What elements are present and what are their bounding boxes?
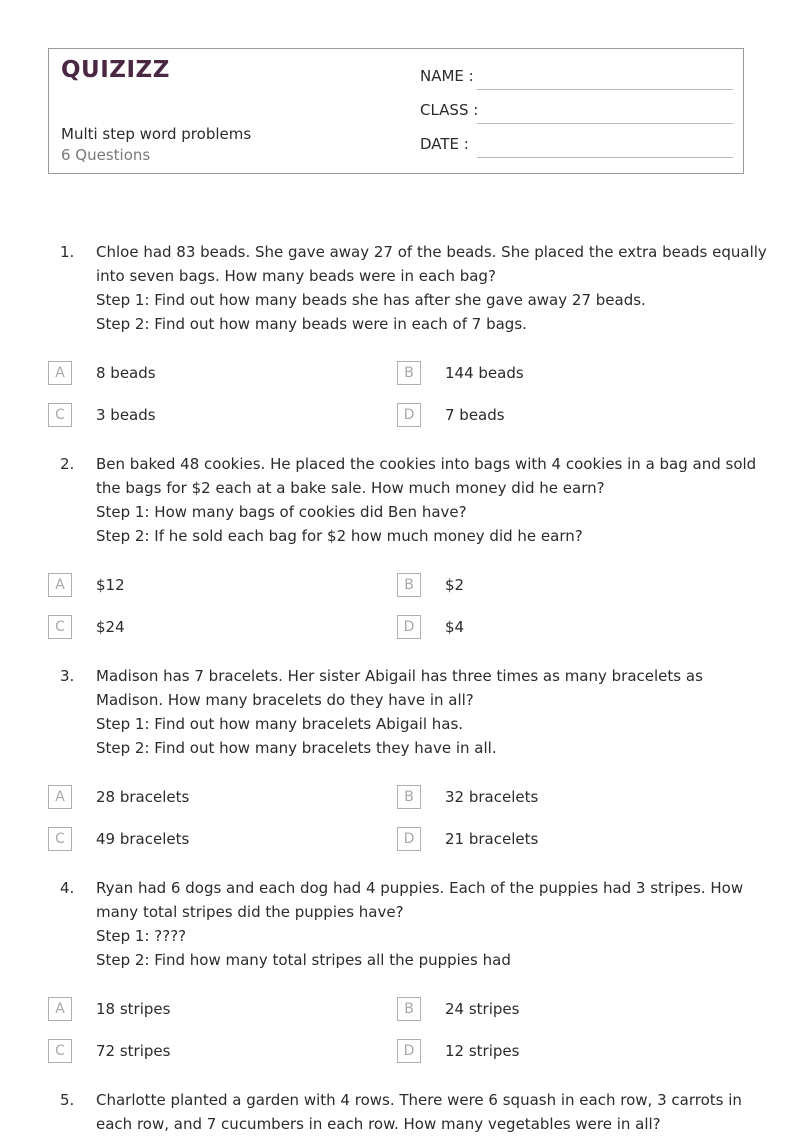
class-field[interactable]	[420, 101, 734, 135]
date-label: DATE :	[420, 135, 469, 153]
option-letter-box[interactable]: C	[48, 827, 72, 851]
quizizz-logo: QUIZIZZ	[61, 57, 170, 83]
option-letter-box[interactable]: A	[48, 361, 72, 385]
option-text: 144 beads	[445, 364, 524, 382]
question-line: Step 2: If he sold each bag for $2 how much money did he earn?	[96, 527, 583, 545]
option-text: 72 stripes	[96, 1042, 171, 1060]
option-text: $2	[445, 576, 465, 594]
question-line: Step 2: Find how many total stripes all the puppies had	[96, 951, 511, 969]
question-text	[96, 240, 767, 336]
class-label: CLASS :	[420, 101, 479, 119]
option-letter-box[interactable]: A	[48, 997, 72, 1021]
option-letter-box[interactable]: A	[48, 573, 72, 597]
question-line: many total stripes did the puppies have?	[96, 903, 404, 921]
question-line: Step 1: How many bags of cookies did Ben have?	[96, 503, 467, 521]
option-text: 21 bracelets	[445, 830, 539, 848]
option-letter-box[interactable]: D	[397, 615, 421, 639]
option-letter-box[interactable]: C	[48, 1039, 72, 1063]
option-text: $12	[96, 576, 125, 594]
question-line: Chloe had 83 beads. She gave away 27 of the beads. She placed the extra beads equally	[96, 243, 767, 261]
name-field[interactable]	[420, 67, 734, 101]
name-label: NAME :	[420, 67, 474, 85]
option-text: $4	[445, 618, 465, 636]
question-line: Charlotte planted a garden with 4 rows. There were 6 squash in each row, 3 carrots in	[96, 1091, 742, 1109]
option-letter-box[interactable]: C	[48, 615, 72, 639]
option-text: 24 stripes	[445, 1000, 520, 1018]
question-line: Madison has 7 bracelets. Her sister Abigail has three times as many bracelets as	[96, 667, 703, 685]
question-number: 2.	[60, 455, 75, 473]
question-text	[96, 452, 757, 548]
question-line: Step 1: ????	[96, 927, 187, 945]
student-info-fields	[420, 67, 734, 169]
option-letter-box[interactable]: B	[397, 785, 421, 809]
option-text: 49 bracelets	[96, 830, 190, 848]
question-line: the bags for $2 each at a bake sale. How much money did he earn?	[96, 479, 605, 497]
question-line: Step 2: Find out how many bracelets they have in all.	[96, 739, 497, 757]
question-text	[96, 664, 746, 760]
option-text: 3 beads	[96, 406, 156, 424]
option-text: $24	[96, 618, 125, 636]
question-text	[96, 1088, 746, 1136]
question-line: Step 2: Find out how many beads were in each of 7 bags.	[96, 315, 527, 333]
option-letter-box[interactable]: B	[397, 361, 421, 385]
option-letter-box[interactable]: B	[397, 573, 421, 597]
question-number: 3.	[60, 667, 75, 685]
option-text: 28 bracelets	[96, 788, 190, 806]
option-letter-box[interactable]: C	[48, 403, 72, 427]
question-number: 4.	[60, 879, 75, 897]
question-number: 1.	[60, 243, 75, 261]
name-line[interactable]	[477, 89, 733, 90]
question-text	[96, 876, 746, 972]
question-number: 5.	[60, 1091, 75, 1109]
question-line: each row, and 7 cucumbers in each row. How many vegetables were in all?	[96, 1115, 661, 1133]
date-field[interactable]	[420, 135, 734, 169]
option-text: 12 stripes	[445, 1042, 520, 1060]
question-line: Madison. How many bracelets do they have in all?	[96, 691, 474, 709]
question-line: into seven bags. How many beads were in each bag?	[96, 267, 496, 285]
option-letter-box[interactable]: D	[397, 403, 421, 427]
question-line: Step 1: Find out how many bracelets Abigail has.	[96, 715, 464, 733]
option-text: 8 beads	[96, 364, 156, 382]
option-text: 18 stripes	[96, 1000, 171, 1018]
worksheet-title: Multi step word problems	[61, 125, 252, 143]
option-letter-box[interactable]: D	[397, 1039, 421, 1063]
question-count: 6 Questions	[61, 146, 151, 164]
option-letter-box[interactable]: B	[397, 997, 421, 1021]
question-line: Ryan had 6 dogs and each dog had 4 puppies. Each of the puppies had 3 stripes. How	[96, 879, 744, 897]
option-text: 7 beads	[445, 406, 505, 424]
worksheet-header	[48, 48, 744, 174]
date-line[interactable]	[477, 157, 733, 158]
option-letter-box[interactable]: A	[48, 785, 72, 809]
option-text: 32 bracelets	[445, 788, 539, 806]
class-line[interactable]	[477, 123, 733, 124]
option-letter-box[interactable]: D	[397, 827, 421, 851]
question-line: Ben baked 48 cookies. He placed the cookies into bags with 4 cookies in a bag and sold	[96, 455, 757, 473]
question-line: Step 1: Find out how many beads she has after she gave away 27 beads.	[96, 291, 646, 309]
